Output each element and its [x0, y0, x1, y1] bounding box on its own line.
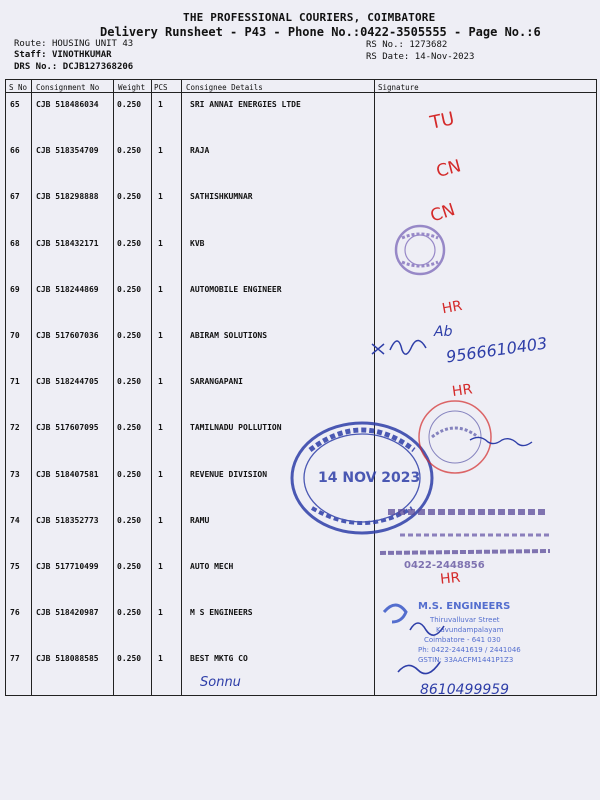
cell-consignment: CJB 517607095	[36, 423, 99, 432]
handwriting-row-69: HR	[440, 297, 464, 318]
engineers-stamp-name: M.S. ENGINEERS	[418, 601, 511, 612]
runsheet-table	[5, 79, 597, 696]
handwriting-row-66: CN	[434, 156, 464, 182]
handwriting-row-77-name: Sonnu	[200, 675, 241, 690]
cell-weight: 0.250	[117, 470, 142, 479]
cell-consignment: CJB 518407581	[36, 470, 99, 479]
engineers-stamp-line-5: GSTIN: 33AACFM1441P1Z3	[418, 656, 514, 664]
rs-date-info	[366, 52, 474, 62]
cell-pcs: 1	[158, 470, 163, 479]
staff-label: Staff:	[14, 50, 47, 60]
cell-consignee: RAMU	[190, 516, 210, 525]
cell-consignment: CJB 518352773	[36, 516, 99, 525]
cell-consignee: SARANGAPANI	[190, 377, 243, 386]
column-divider	[113, 79, 114, 696]
column-header-signature: Signature	[378, 83, 419, 92]
runsheet-subtitle: Delivery Runsheet - P43 - Phone No.:0422-3505555 - Page No.:6	[100, 25, 541, 39]
cell-sno: 67	[10, 192, 20, 201]
cell-consignment: CJB 518354709	[36, 146, 99, 155]
drs-value: DCJB127368206	[62, 62, 134, 72]
cell-sno: 77	[10, 654, 20, 663]
cell-sno: 65	[10, 100, 20, 109]
column-divider	[181, 79, 182, 696]
cell-weight: 0.250	[117, 608, 142, 617]
cell-pcs: 1	[158, 654, 163, 663]
cell-consignee: TAMILNADU POLLUTION	[190, 423, 282, 432]
cell-weight: 0.250	[117, 516, 142, 525]
cell-weight: 0.250	[117, 146, 142, 155]
handwriting-row-67: CN	[428, 199, 458, 227]
column-divider	[5, 79, 6, 696]
staff-value: VINOTHKUMAR	[51, 50, 112, 60]
cell-pcs: 1	[158, 516, 163, 525]
hardware-phone: 0422-2448856	[404, 560, 485, 571]
cell-pcs: 1	[158, 377, 163, 386]
company-title: THE PROFESSIONAL COURIERS, COIMBATORE	[183, 11, 436, 24]
cell-consignment: CJB 517607036	[36, 331, 99, 340]
cell-pcs: 1	[158, 331, 163, 340]
cell-consignment: CJB 518244705	[36, 377, 99, 386]
cell-consignee: SRI ANNAI ENERGIES LTDE	[190, 100, 301, 109]
cell-weight: 0.250	[117, 562, 142, 571]
cell-consignment: CJB 518298888	[36, 192, 99, 201]
cell-pcs: 1	[158, 285, 163, 294]
cell-pcs: 1	[158, 239, 163, 248]
cell-consignment: CJB 518432171	[36, 239, 99, 248]
handwriting-row-70-phone: 9566610403	[444, 333, 549, 367]
column-divider	[31, 79, 32, 696]
cell-consignee: REVENUE DIVISION	[190, 470, 268, 479]
column-header-weight: Weight	[118, 83, 146, 92]
column-header-sno: S No	[9, 83, 28, 92]
rs-number-info	[366, 40, 447, 50]
cell-pcs: 1	[158, 423, 163, 432]
column-divider	[151, 79, 152, 696]
cell-sno: 75	[10, 562, 20, 571]
cell-weight: 0.250	[117, 654, 142, 663]
cell-consignee: BEST MKTG CO	[190, 654, 248, 663]
handwriting-row-72: HR	[451, 381, 474, 401]
cell-pcs: 1	[158, 562, 163, 571]
cell-pcs: 1	[158, 608, 163, 617]
cell-weight: 0.250	[117, 285, 142, 294]
cell-consignment: CJB 518420987	[36, 608, 99, 617]
handwriting-row-77-phone: 8610499959	[420, 682, 510, 698]
cell-consignee: ABIRAM SOLUTIONS	[190, 331, 268, 340]
drs-info	[14, 62, 133, 72]
staff-info	[14, 50, 112, 60]
cell-consignee: M S ENGINEERS	[190, 608, 253, 617]
engineers-stamp-line-3: Coimbatore - 641 030	[424, 636, 501, 644]
cell-consignment: CJB 518244869	[36, 285, 99, 294]
cell-weight: 0.250	[117, 377, 142, 386]
cell-consignment: CJB 517710499	[36, 562, 99, 571]
column-header-consignment: Consignment No	[36, 83, 100, 92]
cell-pcs: 1	[158, 192, 163, 201]
cell-consignee: AUTOMOBILE ENGINEER	[190, 285, 282, 294]
cell-consignee: AUTO MECH	[190, 562, 234, 571]
handwriting-row-65: TU	[428, 108, 457, 134]
handwriting-row-75: HR	[439, 569, 462, 588]
engineers-stamp-line-4: Ph: 0422-2441619 / 2441046	[418, 646, 521, 654]
cell-consignee: SATHISHKUMNAR	[190, 192, 253, 201]
handwriting-row-70-initials: Ab	[434, 324, 453, 340]
cell-sno: 68	[10, 239, 20, 248]
cell-consignee: RAJA	[190, 146, 210, 155]
column-header-pcs: PCS	[154, 83, 168, 92]
drs-label: DRS No.:	[14, 62, 58, 72]
engineers-stamp-line-1: Thiruvalluvar Street	[430, 616, 500, 624]
column-divider	[596, 79, 597, 696]
cell-weight: 0.250	[117, 192, 142, 201]
rs-number-label: RS No.:	[366, 40, 404, 50]
cell-weight: 0.250	[117, 100, 142, 109]
cell-sno: 69	[10, 285, 20, 294]
engineers-stamp-line-2: Kavundampalayam	[436, 626, 504, 634]
column-header-consignee: Consignee Details	[186, 83, 263, 92]
rs-number-value: 1273682	[409, 40, 448, 50]
cell-sno: 76	[10, 608, 20, 617]
cell-sno: 66	[10, 146, 20, 155]
cell-pcs: 1	[158, 146, 163, 155]
cell-sno: 70	[10, 331, 20, 340]
cell-weight: 0.250	[117, 331, 142, 340]
rs-date-label: RS Date:	[366, 52, 410, 62]
route-label: Route:	[14, 39, 47, 49]
cell-sno: 71	[10, 377, 20, 386]
cell-weight: 0.250	[117, 423, 142, 432]
cell-consignee: KVB	[190, 239, 205, 248]
cell-consignment: CJB 518486034	[36, 100, 99, 109]
route-value: HOUSING UNIT 43	[51, 39, 134, 49]
cell-sno: 73	[10, 470, 20, 479]
cell-pcs: 1	[158, 100, 163, 109]
table-rule	[5, 695, 597, 696]
route-info	[14, 39, 133, 49]
rs-date-value: 14-Nov-2023	[414, 52, 475, 62]
column-divider	[374, 79, 375, 696]
cell-sno: 74	[10, 516, 20, 525]
cell-weight: 0.250	[117, 239, 142, 248]
cell-consignment: CJB 518088585	[36, 654, 99, 663]
table-rule	[5, 92, 597, 93]
post-office-date: 14 NOV 2023	[318, 470, 421, 486]
cell-sno: 72	[10, 423, 20, 432]
table-rule	[5, 79, 597, 80]
